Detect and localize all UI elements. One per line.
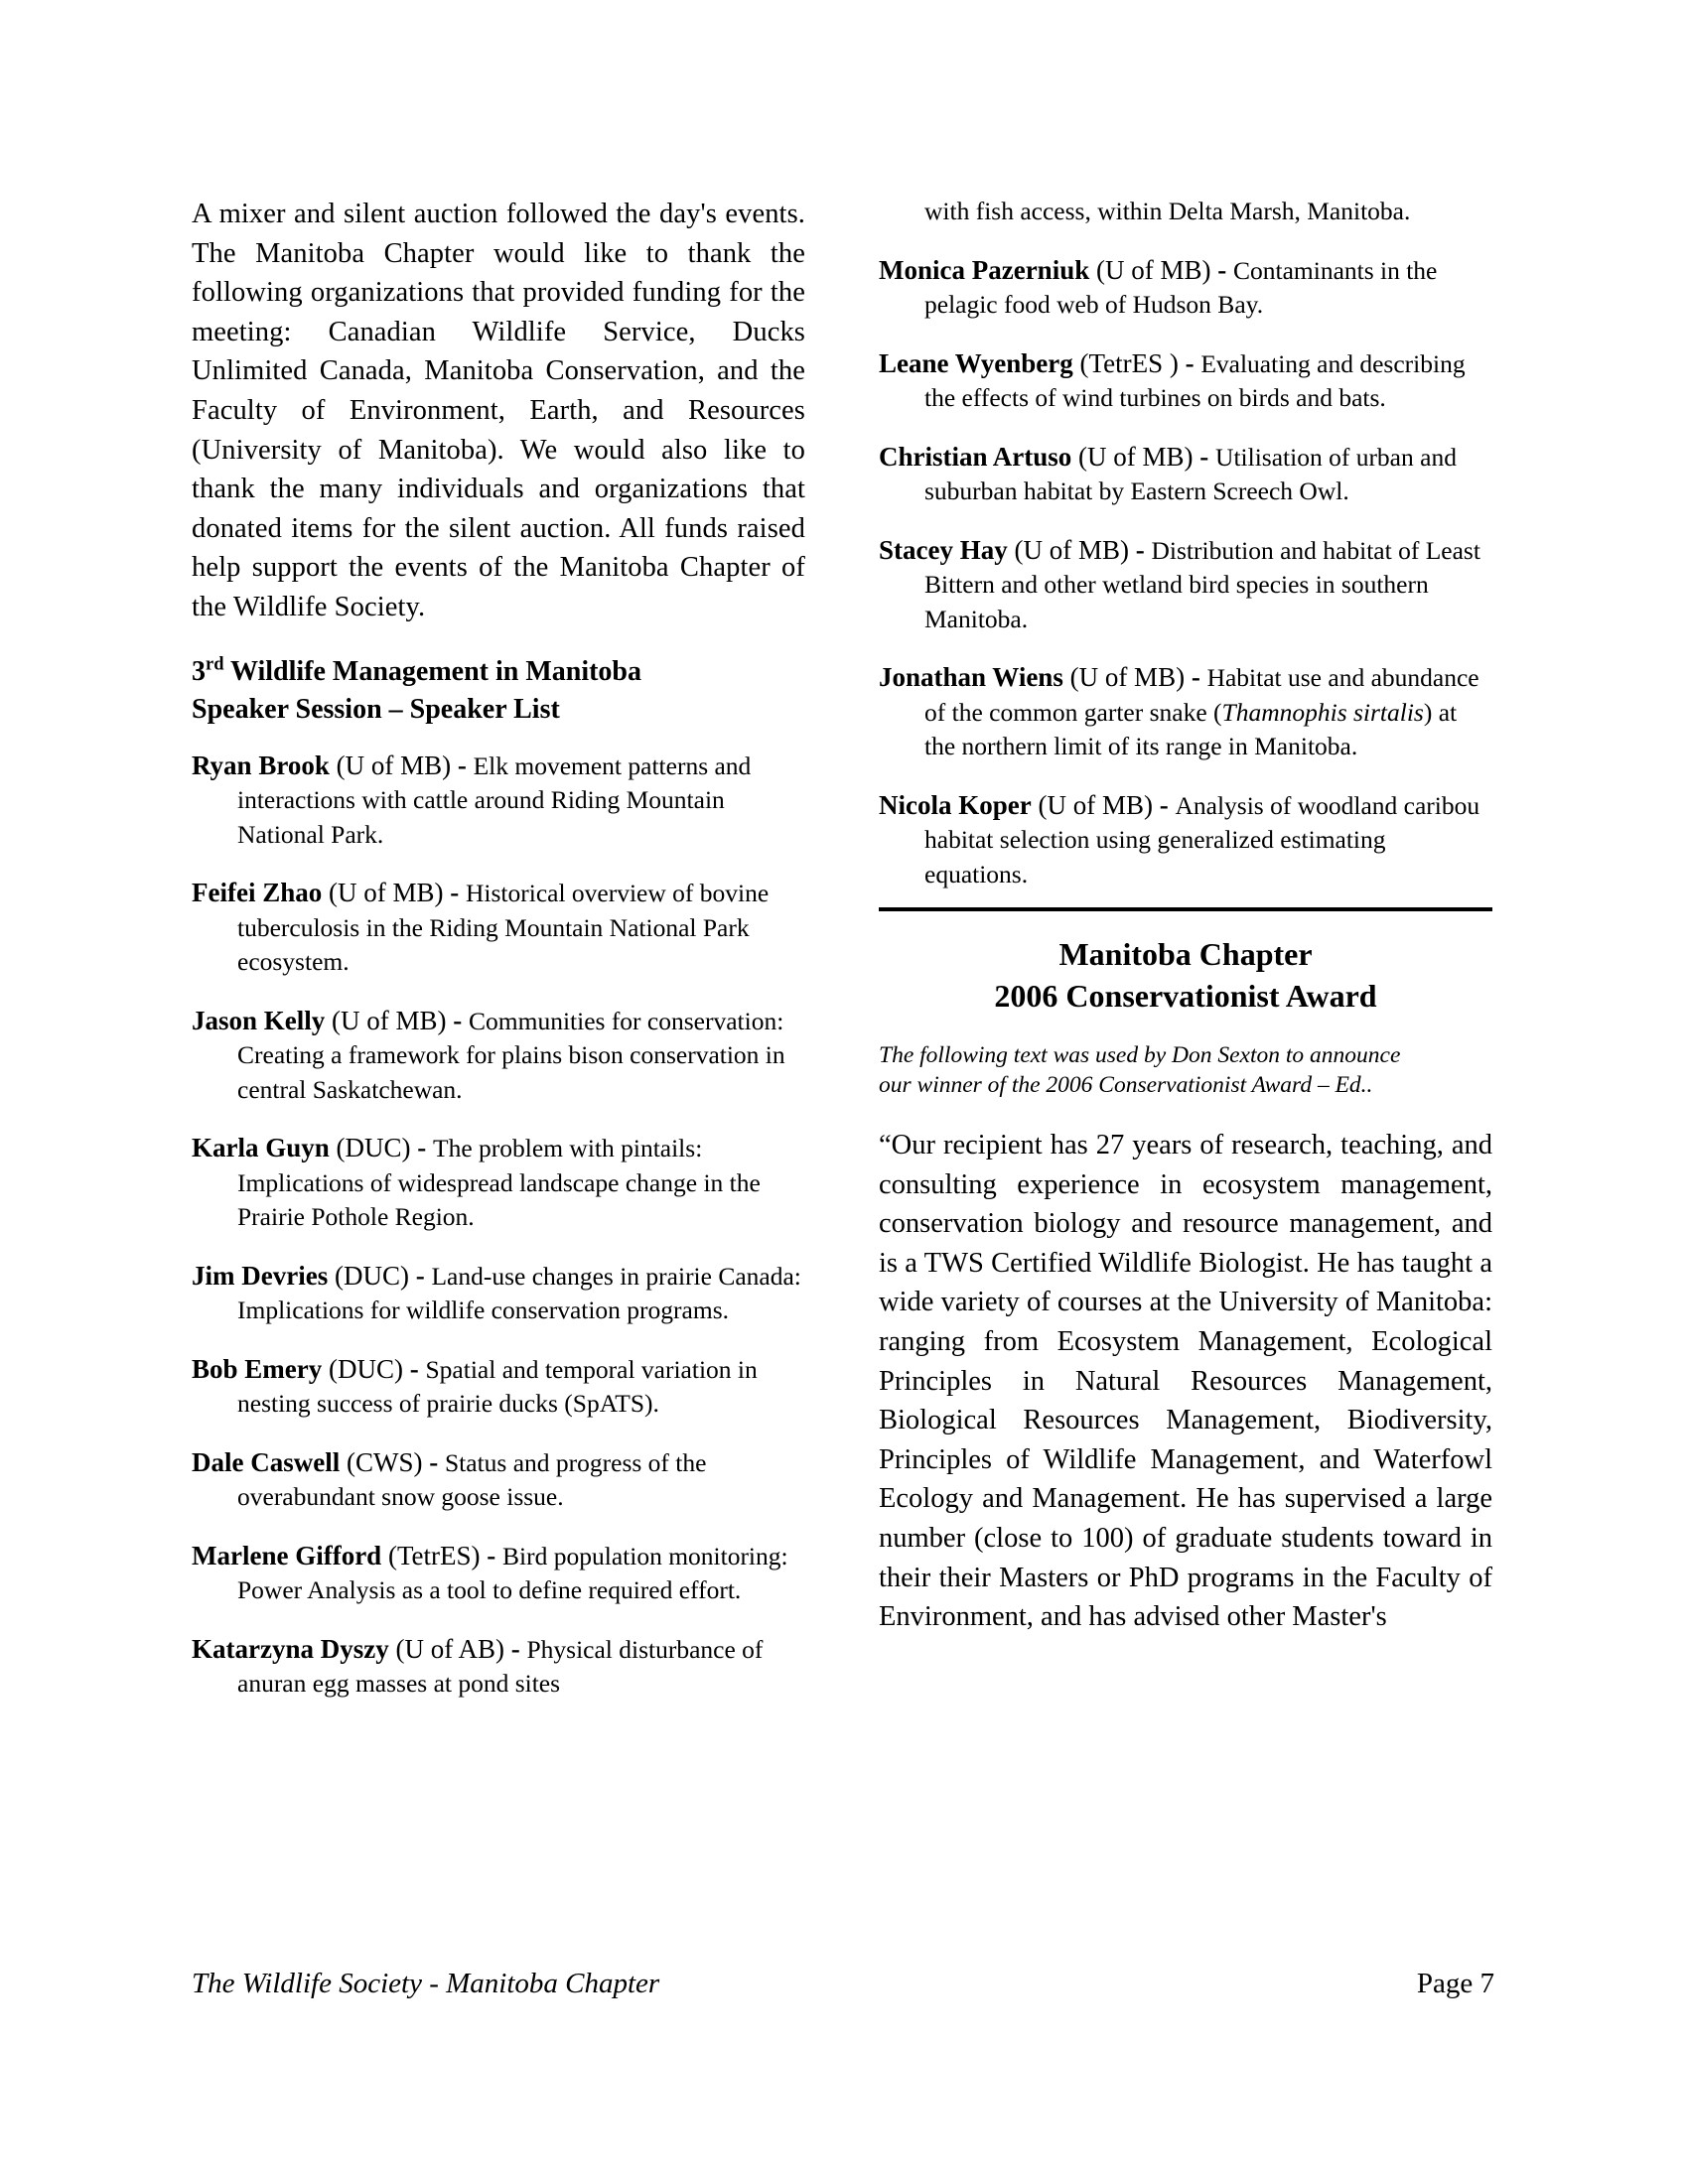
speaker-description-part1: Habitat use and abundance of the common garter snake ( <box>924 663 1479 727</box>
speaker-separator: - <box>446 1005 470 1035</box>
speaker-description: The problem with pintails: Implications of widespread landscape change in the Prairie Pothole Region. <box>237 1134 761 1232</box>
speaker-affiliation: (U of MB) <box>1078 441 1194 472</box>
speaker-name: Leane Wyenberg <box>879 347 1073 378</box>
award-title-line2: 2006 Conservationist Award <box>994 978 1377 1014</box>
editor-note-line1: The following text was used by Don Sexton to announce <box>879 1042 1401 1068</box>
speaker-separator: - <box>1152 789 1176 820</box>
speaker-affiliation: (DUC) <box>336 1133 411 1163</box>
speaker-description: Historical overview of bovine tuberculosis in the Riding Mountain National Park <box>237 879 770 942</box>
speaker-description: Bird population monitoring: Power Analysis as a tool to define required effort. <box>237 1541 788 1605</box>
speaker-separator: - <box>422 1446 445 1477</box>
speaker-separator: - <box>408 1260 432 1291</box>
speaker-description: Contaminants in the pelagic food web of Hudson Bay. <box>924 255 1438 319</box>
heading-ordinal-number: 3 <box>192 655 206 687</box>
speaker-entry <box>192 1632 805 1702</box>
speaker-affiliation: (DUC) <box>329 1353 403 1384</box>
speaker-affiliation: (U of MB) <box>1014 534 1129 565</box>
speaker-separator: - <box>1185 662 1207 692</box>
speaker-entry <box>192 749 805 853</box>
speaker-entry <box>192 1259 805 1328</box>
speaker-name: Ryan Brook <box>192 750 330 780</box>
award-body-paragraph: “Our recipient has 27 years of research, teaching, and consulting experience in ecosystem management, conservation biology and resource management, and is a TWS Certified Wildlife Biologist. He has taught a wide variety of courses at the University of Manitoba: ranging from Ecosystem Management, Ecological Principles in Natural Resources Management, Biological Resources Management, Biodiversity, Principles of Wildlife Management, and Waterfowl Ecology and Management. He has supervised a large number (close to 100) of graduate students toward in their their Masters or PhD programs in the Faculty of Environment, and has advised other Master's <box>879 1130 1492 1633</box>
section-divider <box>879 907 1492 911</box>
speaker-separator: - <box>443 878 466 908</box>
award-title-line1: Manitoba Chapter <box>1058 936 1313 972</box>
speaker-separator: - <box>503 1633 527 1664</box>
intro-paragraph: A mixer and silent auction followed the day's events. The Manitoba Chapter would like to thank the following organizations that provided funding for the meeting: Canadian Wildlife Service, Ducks Unlimited Canada, Manitoba Conservation, and the Faculty of Environment, Earth, and Resources (University of Manitoba). We would also like to thank the many individuals and organizations that donated items for the silent auction. All funds raised help support the events of the Manitoba Chapter of the Wildlife Society. <box>192 199 805 622</box>
heading-line1-rest: Wildlife Management in Manitoba <box>223 655 642 687</box>
speaker-continuation-line <box>879 195 1492 229</box>
page-content <box>192 195 1492 1932</box>
speaker-name: Marlene Gifford <box>192 1540 382 1570</box>
speaker-name: Christian Artuso <box>879 441 1072 472</box>
editor-note-line2: our winner of the 2006 Conservationist Award – Ed.. <box>879 1072 1373 1098</box>
speaker-description-emphasis: ecosystem. <box>237 947 350 977</box>
editor-note <box>879 1040 1492 1100</box>
speaker-affiliation: (U of MB) <box>1069 662 1186 692</box>
speaker-entry <box>879 788 1492 892</box>
speaker-affiliation: (CWS) <box>346 1446 423 1477</box>
speaker-affiliation: (U of AB) <box>395 1633 504 1664</box>
speaker-description: Evaluating and describing the effects of wind turbines on birds and bats. <box>924 348 1466 412</box>
speaker-description: Communities for conservation: Creating a framework for plains bison conservation in central Saskatchewan. <box>237 1006 785 1104</box>
continuation-text: with fish access, within Delta Marsh, Manitoba. <box>924 197 1411 225</box>
speaker-name: Dale Caswell <box>192 1446 341 1477</box>
speaker-entry <box>192 1539 805 1608</box>
speaker-separator: - <box>403 1353 426 1384</box>
speaker-description: Utilisation of urban and suburban habitat by Eastern Screech Owl. <box>924 442 1457 505</box>
speaker-name: Jonathan Wiens <box>879 662 1063 692</box>
speaker-description: Spatial and temporal variation in nesting success of prairie ducks (SpATS). <box>237 1354 758 1419</box>
award-title <box>879 933 1492 1017</box>
footer-page-number: Page 7 <box>1416 1968 1494 1999</box>
speaker-description: Distribution and habitat of Least Bittern and other wetland bird species in southern Manitoba. <box>924 535 1480 633</box>
speaker-separator: - <box>1193 441 1216 472</box>
speaker-name: Bob Emery <box>192 1353 323 1384</box>
speaker-affiliation: (U of MB) <box>328 878 444 908</box>
speaker-entry <box>192 876 805 980</box>
footer-publication-name: The Wildlife Society - Manitoba Chapter <box>192 1968 660 1999</box>
speaker-separator: - <box>1210 254 1233 285</box>
speaker-name: Jason Kelly <box>192 1005 326 1035</box>
speaker-entry <box>879 660 1492 764</box>
speaker-name: Katarzyna Dyszy <box>192 1633 389 1664</box>
speaker-session-heading <box>192 653 805 729</box>
speaker-description: Elk movement patterns and interactions with cattle around Riding Mountain National Park. <box>237 751 752 849</box>
speaker-description: Status and progress of the overabundant snow goose issue. <box>237 1447 707 1512</box>
right-column <box>879 195 1492 1637</box>
speaker-name: Monica Pazerniuk <box>879 254 1090 285</box>
speaker-affiliation: (DUC) <box>334 1260 409 1291</box>
speaker-entry <box>879 440 1492 509</box>
speaker-name: Stacey Hay <box>879 534 1008 565</box>
speaker-entry <box>192 1352 805 1422</box>
speaker-affiliation: (TetrES ) <box>1079 347 1179 378</box>
speaker-affiliation: (U of MB) <box>1038 789 1153 820</box>
speaker-affiliation: (TetrES) <box>387 1540 481 1570</box>
speaker-name: Karla Guyn <box>192 1133 330 1163</box>
left-column <box>192 195 805 1725</box>
speaker-description: Land-use changes in prairie Canada: Implications for wildlife conservation programs. <box>237 1261 801 1325</box>
speaker-separator: - <box>1178 347 1201 378</box>
speaker-entry <box>879 533 1492 637</box>
speaker-name: Nicola Koper <box>879 789 1032 820</box>
speaker-separator: - <box>1128 534 1152 565</box>
speaker-affiliation: (U of MB) <box>332 1005 447 1035</box>
speaker-entry <box>879 346 1492 416</box>
speaker-separator: - <box>480 1540 503 1570</box>
speaker-name: Jim Devries <box>192 1260 329 1291</box>
speaker-description-scientific-name: Thamnophis sirtalis <box>1221 697 1424 727</box>
speaker-description-part2: ) at the northern limit of its range in Manitoba. <box>924 697 1458 760</box>
speaker-entry <box>192 1004 805 1108</box>
speaker-name: Feifei Zhao <box>192 878 323 908</box>
heading-line2: Speaker Session – Speaker List <box>192 693 560 725</box>
speaker-affiliation: (U of MB) <box>336 750 452 780</box>
page-footer <box>192 1968 1494 2000</box>
speaker-entry <box>192 1131 805 1235</box>
speaker-separator: - <box>410 1133 434 1163</box>
speaker-description: Analysis of woodland caribou habitat selection using generalized estimating equations. <box>924 790 1480 888</box>
speaker-affiliation: (U of MB) <box>1095 254 1211 285</box>
speaker-separator: - <box>451 750 474 780</box>
speaker-entry <box>879 253 1492 323</box>
heading-ordinal-suffix: rd <box>206 653 224 674</box>
speaker-entry <box>192 1445 805 1515</box>
speaker-description: Physical disturbance of anuran egg masses at pond sites <box>237 1634 764 1699</box>
two-column-layout <box>192 195 1492 1725</box>
